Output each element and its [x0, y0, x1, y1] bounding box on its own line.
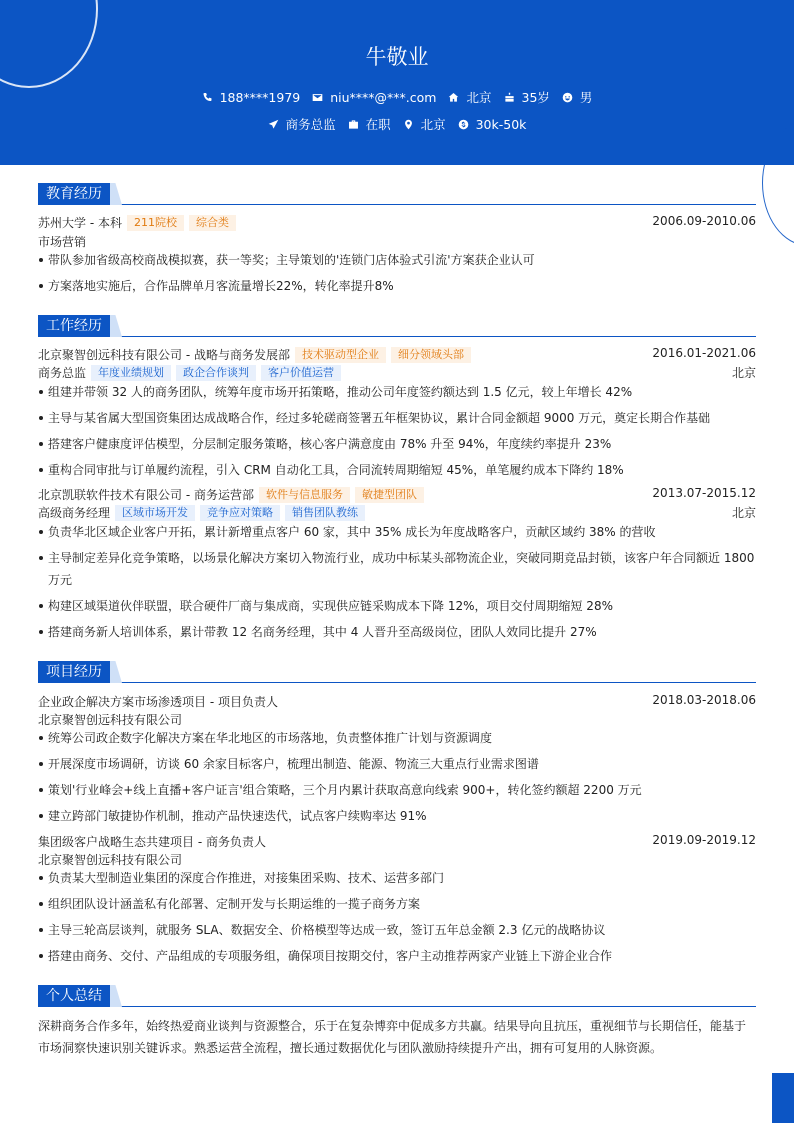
skill-tag: 销售团队教练: [285, 505, 365, 521]
project-company: 北京聚智创远科技有限公司: [38, 853, 183, 867]
project-company: 北京聚智创远科技有限公司: [38, 713, 183, 727]
phone-icon: [202, 92, 213, 103]
work-bullet: 组建并带领 32 人的商务团队，统筹年度市场开拓策略，推动公司年度签约额达到 1.5 亿元，较上年增长 42%: [38, 381, 756, 403]
phone-text: 188****1979: [219, 89, 301, 105]
candidate-name: 牛敬业: [365, 45, 429, 69]
project-name: 企业政企解决方案市场渗透项目 - 项目负责人: [38, 695, 278, 709]
header-banner: [0, 0, 794, 165]
project-header: [38, 833, 756, 850]
mail-icon: [312, 92, 323, 103]
work-dates: 2013.07-2015.12: [652, 486, 756, 500]
education-header: [38, 214, 756, 231]
project-bullet: 策划'行业峰会+线上直播+客户证言'组合策略，三个月内累计获取高意向线索 900+，转化签约额超 2200 万元: [38, 779, 756, 801]
age-item: [504, 88, 550, 106]
section-projects: [38, 661, 756, 683]
work-role-row: [38, 364, 756, 381]
position-item: [268, 115, 336, 133]
section-education-title: 教育经历: [38, 183, 110, 205]
company-tag: 敏捷型团队: [355, 487, 424, 503]
section-work-title: 工作经历: [38, 315, 110, 337]
decorative-corner-bar: [772, 1073, 794, 1123]
phone-item: [202, 90, 301, 105]
section-tab-decoration: [110, 661, 122, 683]
work-bullet: 搭建客户健康度评估模型，分层制定服务策略，核心客户满意度由 78% 升至 94%，年度续约率提升 23%: [38, 433, 756, 455]
education-tag: 综合类: [189, 215, 236, 231]
work-header: [38, 486, 756, 503]
work-bullet: 主导制定差异化竞争策略，以场景化解决方案切入物流行业，成功中标某头部物流企业，突破同期竞品封锁，该客户年合同额近 1800 万元: [38, 547, 756, 591]
education-major: 市场营销: [38, 235, 87, 249]
summary-text: 深耕商务合作多年，始终热爱商业谈判与资源整合，乐于在复杂博弈中促成多方共赢。结果导向且抗压，重视细节与长期信任，能基于市场洞察快速识别关键诉求。熟悉运营全流程，擅长通过数据优化与团队激励持续提升产出，拥有可复用的人脉资源。: [38, 1019, 747, 1055]
project-bullet: 主导三轮高层谈判，就服务 SLA、数据安全、价格模型等达成一致，签订五年总金额 2.3 亿元的战略协议: [38, 919, 756, 941]
section-tab-decoration: [110, 315, 122, 337]
money-icon: [458, 119, 469, 130]
work-title: 商务总监: [38, 366, 87, 380]
work-bullet: 构建区域渠道伙伴联盟，联合硬件厂商与集成商，实现供应链采购成本下降 12%，项目交付周期缩短 28%: [38, 595, 756, 617]
cake-icon: [504, 92, 515, 103]
project-bullet: 建立跨部门敏捷协作机制，推动产品快速迭代，试点客户续购率达 91%: [38, 805, 756, 827]
education-tag: 211院校: [127, 215, 184, 231]
work-company: 北京凯联软件技术有限公司 - 商务运营部: [38, 488, 254, 502]
home-icon: [448, 92, 459, 103]
work-bullet: 搭建商务新人培训体系，累计带教 12 名商务经理，其中 4 人晋升至高级岗位，团队人效同比提升 27%: [38, 621, 756, 643]
salary-item: [458, 117, 527, 132]
section-tab-decoration: [110, 183, 122, 205]
education-dates: 2006.09-2010.06: [652, 214, 756, 228]
status-text: 在职: [365, 117, 391, 132]
section-work: [38, 315, 756, 337]
project-header: [38, 693, 756, 710]
work-header: [38, 346, 756, 363]
skill-tag: 政企合作谈判: [176, 365, 256, 381]
skill-tag: 年度业绩规划: [91, 365, 171, 381]
work-bullet: 重构合同审批与订单履约流程，引入 CRM 自动化工具，合同流转周期缩短 45%，单笔履约成本下降约 18%: [38, 459, 756, 481]
work-location: 北京: [731, 366, 756, 380]
target-city-text: 北京: [420, 117, 446, 132]
section-education: [38, 183, 756, 205]
company-tag: 技术驱动型企业: [295, 347, 386, 363]
contact-row: [0, 88, 794, 106]
email-item: [312, 90, 436, 105]
work-title: 高级商务经理: [38, 506, 111, 520]
project-bullet: 搭建由商务、交付、产品组成的专项服务组，确保项目按期交付，客户主动推荐两家产业链上下游企业合作: [38, 945, 756, 967]
work-dates: 2016.01-2021.06: [652, 346, 756, 360]
send-icon: [268, 119, 279, 130]
skill-tag: 客户价值运营: [261, 365, 341, 381]
school-name: 苏州大学 - 本科: [38, 216, 122, 230]
email-text: niu****@***.com: [330, 89, 437, 105]
section-projects-title: 项目经历: [38, 661, 110, 683]
section-summary-title: 个人总结: [38, 985, 110, 1007]
company-tag: 软件与信息服务: [259, 487, 350, 503]
work-role-row: [38, 504, 756, 521]
smiley-icon: [562, 92, 573, 103]
project-bullet: 开展深度市场调研，访谈 60 余家目标客户，梳理出制造、能源、物流三大重点行业需求图谱: [38, 753, 756, 775]
position-text: 商务总监: [285, 117, 336, 132]
project-bullet: 统筹公司政企数字化解决方案在华北地区的市场落地，负责整体推广计划与资源调度: [38, 727, 756, 749]
project-bullet: 负责某大型制造业集团的深度合作推进，对接集团采购、技术、运营多部门: [38, 867, 756, 889]
work-bullet: 主导与某省属大型国资集团达成战略合作，经过多轮磋商签署五年框架协议，累计合同金额超 9000 万元，奠定长期合作基础: [38, 407, 756, 429]
status-item: [348, 115, 391, 133]
project-dates: 2018.03-2018.06: [652, 693, 756, 707]
skill-tag: 区域市场开发: [115, 505, 195, 521]
work-location: 北京: [731, 506, 756, 520]
education-bullet: 带队参加省级高校商战模拟赛，获一等奖；主导策划的'连锁门店体验式引流'方案获企业认可: [38, 249, 756, 271]
section-tab-decoration: [110, 985, 122, 1007]
company-tag: 细分领域头部: [391, 347, 471, 363]
salary-text: 30k-50k: [475, 116, 527, 132]
target-city-item: [403, 115, 446, 133]
location-pin-icon: [403, 119, 414, 130]
job-intent-row: [0, 115, 794, 133]
city-text: 北京: [466, 90, 492, 105]
project-bullet: 组织团队设计涵盖私有化部署、定制开发与长期运维的一揽子商务方案: [38, 893, 756, 915]
briefcase-icon: [348, 119, 359, 130]
education-bullet: 方案落地实施后，合作品牌单月客流量增长22%，转化率提升8%: [38, 275, 756, 297]
gender-text: 男: [579, 90, 593, 105]
age-text: 35岁: [521, 90, 550, 105]
work-bullet: 负责华北区域企业客户开拓，累计新增重点客户 60 家，其中 35% 成长为年度战略客户，贡献区域约 38% 的营收: [38, 521, 756, 543]
skill-tag: 竞争应对策略: [200, 505, 280, 521]
work-company: 北京聚智创远科技有限公司 - 战略与商务发展部: [38, 348, 290, 362]
project-dates: 2019.09-2019.12: [652, 833, 756, 847]
section-summary: [38, 985, 756, 1007]
city-item: [448, 88, 491, 106]
project-name: 集团级客户战略生态共建项目 - 商务负责人: [38, 835, 266, 849]
gender-item: [562, 88, 593, 106]
